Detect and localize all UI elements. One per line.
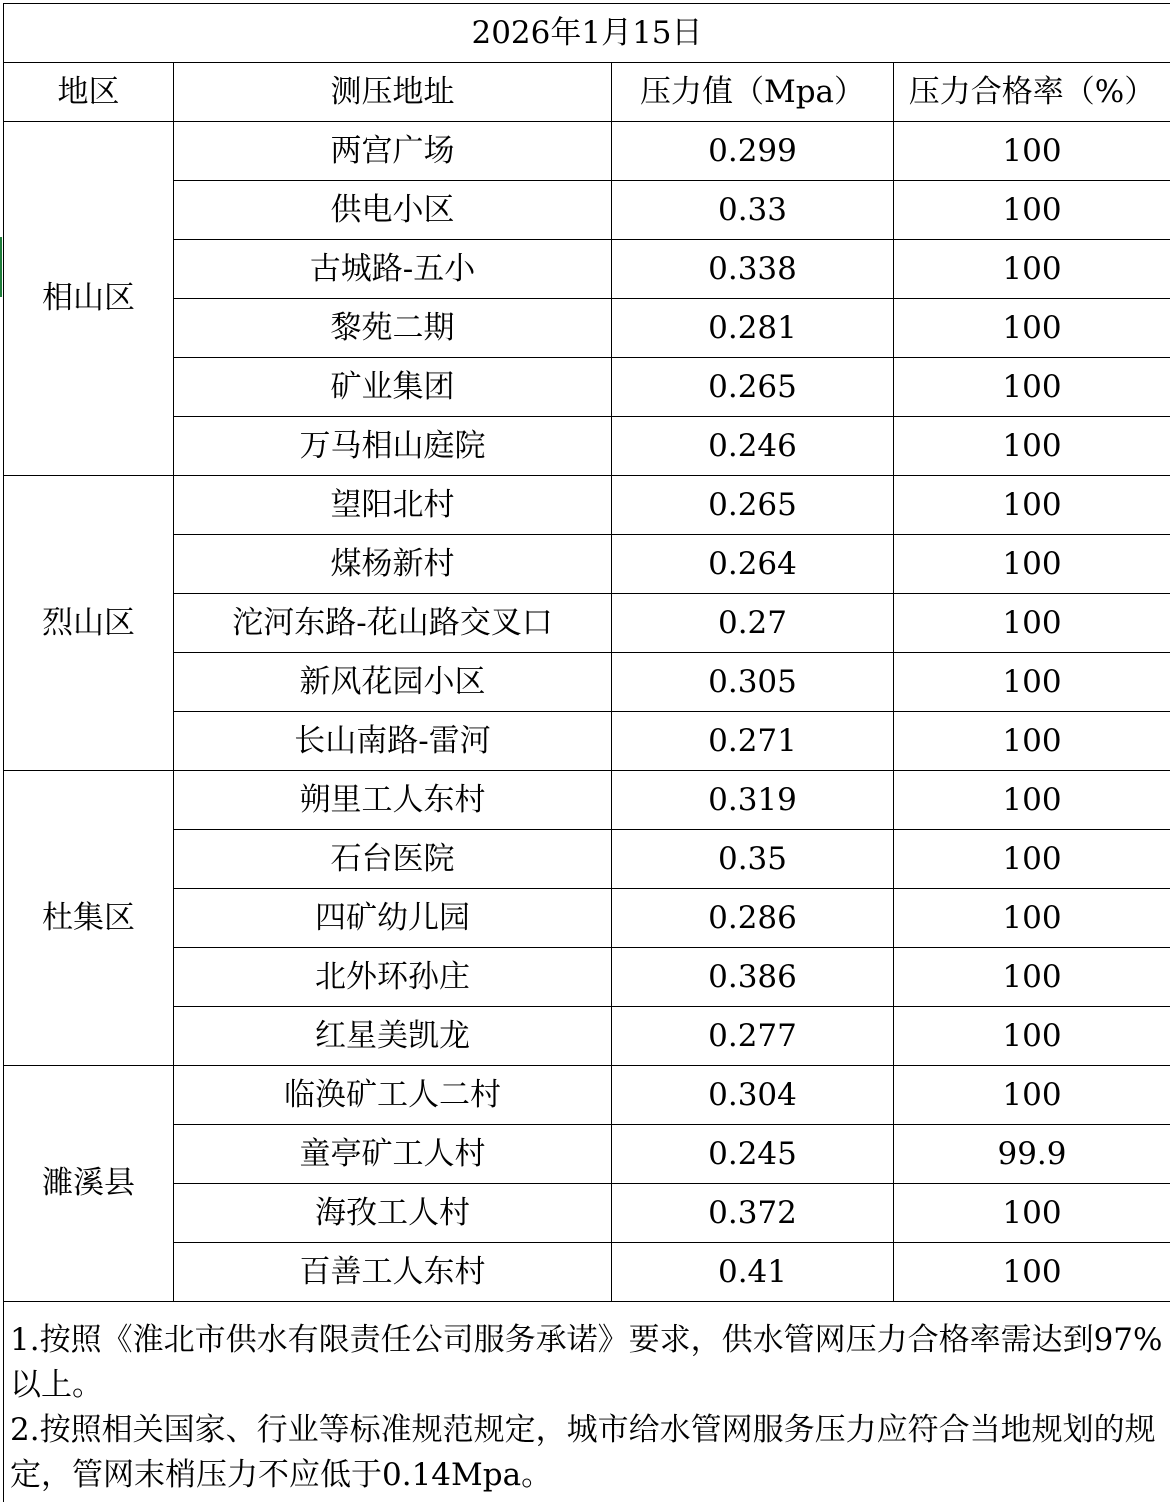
district-cell[interactable]: 杜集区 (4, 771, 174, 1066)
location-cell[interactable]: 古城路-五小 (174, 240, 612, 299)
location-cell[interactable]: 石台医院 (174, 830, 612, 889)
table-row (4, 417, 1170, 476)
location-cell[interactable]: 望阳北村 (174, 476, 612, 535)
location-cell[interactable]: 红星美凯龙 (174, 1007, 612, 1066)
pressure-cell[interactable]: 0.265 (612, 476, 894, 535)
table-row (4, 1007, 1170, 1066)
table-row (4, 1184, 1170, 1243)
rate-cell[interactable]: 100 (894, 948, 1170, 1007)
header-district[interactable]: 地区 (4, 63, 174, 122)
notes-cell[interactable] (4, 1302, 1170, 1503)
rate-cell[interactable]: 100 (894, 122, 1170, 181)
rate-cell[interactable]: 100 (894, 358, 1170, 417)
location-cell[interactable]: 朔里工人东村 (174, 771, 612, 830)
rate-cell[interactable]: 100 (894, 594, 1170, 653)
note-line: 1.按照《淮北市供水有限责任公司服务承诺》要求，供水管网压力合格率需达到97%以上。 (10, 1322, 1163, 1403)
rate-cell[interactable]: 100 (894, 771, 1170, 830)
pressure-cell[interactable]: 0.286 (612, 889, 894, 948)
table-row (4, 1243, 1170, 1302)
pressure-cell[interactable]: 0.277 (612, 1007, 894, 1066)
rate-cell[interactable]: 100 (894, 240, 1170, 299)
pressure-cell[interactable]: 0.281 (612, 299, 894, 358)
header-rate[interactable]: 压力合格率（%） (894, 63, 1170, 122)
pressure-cell[interactable]: 0.35 (612, 830, 894, 889)
table-row (4, 476, 1170, 535)
rate-cell[interactable]: 99.9 (894, 1125, 1170, 1184)
location-cell[interactable]: 供电小区 (174, 181, 612, 240)
location-cell[interactable]: 北外环孙庄 (174, 948, 612, 1007)
location-cell[interactable]: 新风花园小区 (174, 653, 612, 712)
pressure-cell[interactable]: 0.372 (612, 1184, 894, 1243)
note-line: 2.按照相关国家、行业等标准规范规定，城市给水管网服务压力应符合当地规划的规定，管网末梢压力不应低于0.14Mpa。 (10, 1412, 1156, 1493)
pressure-cell[interactable]: 0.271 (612, 712, 894, 771)
pressure-cell[interactable]: 0.41 (612, 1243, 894, 1302)
rate-cell[interactable]: 100 (894, 299, 1170, 358)
pressure-table (3, 3, 1170, 1502)
table-row (4, 889, 1170, 948)
district-cell[interactable]: 濉溪县 (4, 1066, 174, 1302)
table-row (4, 1125, 1170, 1184)
table-row (4, 712, 1170, 771)
pressure-cell[interactable]: 0.264 (612, 535, 894, 594)
rate-cell[interactable]: 100 (894, 476, 1170, 535)
pressure-cell[interactable]: 0.246 (612, 417, 894, 476)
rate-cell[interactable]: 100 (894, 1243, 1170, 1302)
table-row (4, 594, 1170, 653)
rate-cell[interactable]: 100 (894, 1184, 1170, 1243)
rate-cell[interactable]: 100 (894, 1066, 1170, 1125)
location-cell[interactable]: 临涣矿工人二村 (174, 1066, 612, 1125)
location-cell[interactable]: 长山南路-雷河 (174, 712, 612, 771)
table-row (4, 1066, 1170, 1125)
table-row (4, 358, 1170, 417)
pressure-cell[interactable]: 0.386 (612, 948, 894, 1007)
table-row (4, 771, 1170, 830)
district-cell[interactable]: 相山区 (4, 122, 174, 476)
pressure-cell[interactable]: 0.27 (612, 594, 894, 653)
pressure-cell[interactable]: 0.319 (612, 771, 894, 830)
pressure-cell[interactable]: 0.245 (612, 1125, 894, 1184)
header-location[interactable]: 测压地址 (174, 63, 612, 122)
pressure-cell[interactable]: 0.265 (612, 358, 894, 417)
location-cell[interactable]: 两宫广场 (174, 122, 612, 181)
pressure-cell[interactable]: 0.304 (612, 1066, 894, 1125)
table-row (4, 535, 1170, 594)
notes-row (4, 1302, 1170, 1503)
pressure-cell[interactable]: 0.305 (612, 653, 894, 712)
rate-cell[interactable]: 100 (894, 1007, 1170, 1066)
rate-cell[interactable]: 100 (894, 535, 1170, 594)
rate-cell[interactable]: 100 (894, 653, 1170, 712)
table-row (4, 181, 1170, 240)
table-row (4, 240, 1170, 299)
report-date-title[interactable]: 2026年1月15日 (4, 4, 1170, 63)
rate-cell[interactable]: 100 (894, 889, 1170, 948)
pressure-cell[interactable]: 0.338 (612, 240, 894, 299)
table-row (4, 122, 1170, 181)
rate-cell[interactable]: 100 (894, 181, 1170, 240)
table-row (4, 299, 1170, 358)
location-cell[interactable]: 黎苑二期 (174, 299, 612, 358)
table-row (4, 830, 1170, 889)
table-row (4, 653, 1170, 712)
header-pressure[interactable]: 压力值（Mpa） (612, 63, 894, 122)
location-cell[interactable]: 百善工人东村 (174, 1243, 612, 1302)
location-cell[interactable]: 四矿幼儿园 (174, 889, 612, 948)
location-cell[interactable]: 海孜工人村 (174, 1184, 612, 1243)
rate-cell[interactable]: 100 (894, 417, 1170, 476)
rate-cell[interactable]: 100 (894, 712, 1170, 771)
rate-cell[interactable]: 100 (894, 830, 1170, 889)
row-selection-marker (0, 237, 2, 297)
pressure-cell[interactable]: 0.33 (612, 181, 894, 240)
location-cell[interactable]: 煤杨新村 (174, 535, 612, 594)
table-row (4, 948, 1170, 1007)
location-cell[interactable]: 矿业集团 (174, 358, 612, 417)
pressure-cell[interactable]: 0.299 (612, 122, 894, 181)
location-cell[interactable]: 沱河东路-花山路交叉口 (174, 594, 612, 653)
location-cell[interactable]: 童亭矿工人村 (174, 1125, 612, 1184)
location-cell[interactable]: 万马相山庭院 (174, 417, 612, 476)
district-cell[interactable]: 烈山区 (4, 476, 174, 771)
